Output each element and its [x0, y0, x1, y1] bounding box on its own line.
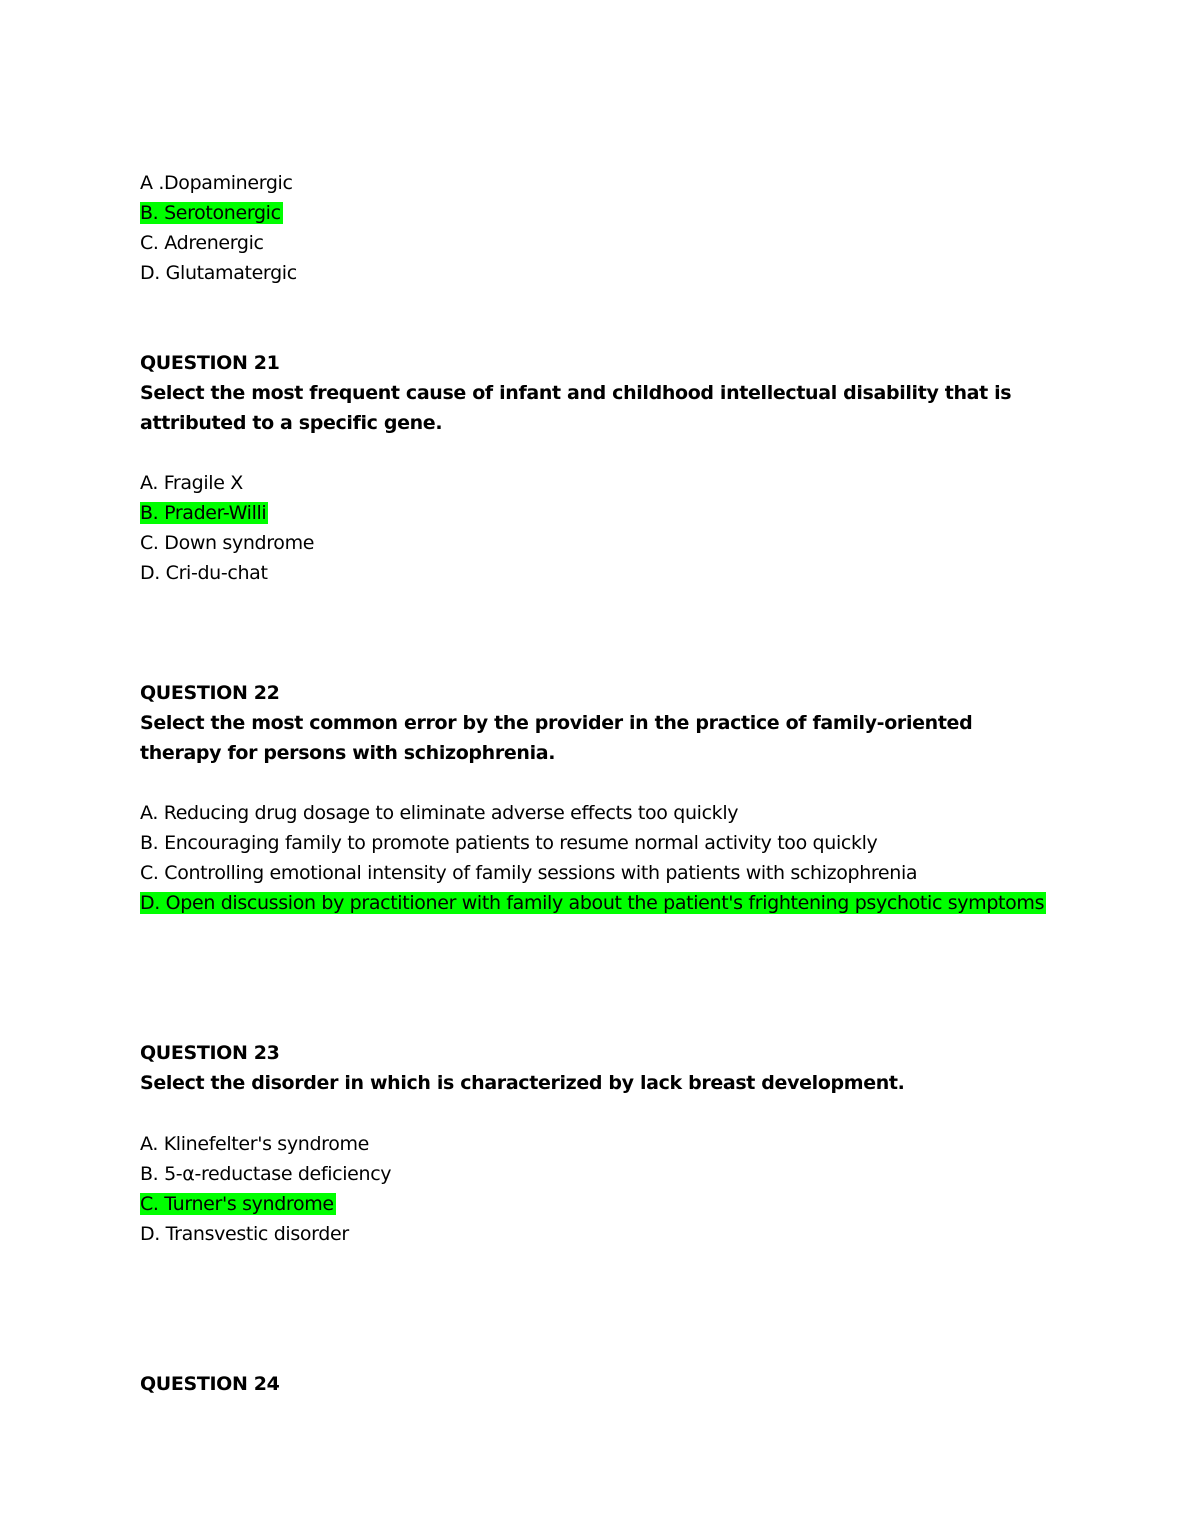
q21-prompt: Select the most frequent cause of infant and childhood intellectual disability that is attributed to a specific gene. — [140, 382, 1012, 434]
highlighted-answer: D. Open discussion by practitioner with family about the patient's frightening psychotic symptoms — [140, 892, 1045, 914]
q21-option-d: D. Cri-du-chat — [140, 562, 268, 584]
q24-title: QUESTION 24 — [140, 1373, 280, 1395]
q23-prompt: Select the disorder in which is characterized by lack breast development. — [140, 1072, 905, 1094]
q20-option-d: D. Glutamatergic — [140, 262, 297, 284]
q23-option-b: B. 5-α-reductase deficiency — [140, 1163, 392, 1185]
q21-title: QUESTION 21 — [140, 352, 280, 374]
q22-option-b: B. Encouraging family to promote patients to resume normal activity too quickly — [140, 832, 878, 854]
highlighted-answer: B. Serotonergic — [140, 202, 281, 224]
q22-prompt: Select the most common error by the provider in the practice of family-oriented therapy for persons with schizophrenia. — [140, 712, 973, 764]
q23-option-a: A. Klinefelter's syndrome — [140, 1133, 369, 1155]
q21-option-a: A. Fragile X — [140, 472, 243, 494]
q21-option-c: C. Down syndrome — [140, 532, 315, 554]
q20-option-c: C. Adrenergic — [140, 232, 264, 254]
q22-option-a: A. Reducing drug dosage to eliminate adverse effects too quickly — [140, 802, 739, 824]
q22-option-d — [140, 888, 1046, 918]
q23-option-c — [140, 1189, 336, 1219]
q21-option-b — [140, 498, 268, 528]
q22-title: QUESTION 22 — [140, 682, 280, 704]
q22-option-c: C. Controlling emotional intensity of family sessions with patients with schizophrenia — [140, 862, 918, 884]
highlighted-answer: C. Turner's syndrome — [140, 1193, 334, 1215]
q23-title: QUESTION 23 — [140, 1042, 280, 1064]
highlighted-answer: B. Prader-Willi — [140, 502, 267, 524]
q23-option-d: D. Transvestic disorder — [140, 1223, 349, 1245]
q20-option-a: A .Dopaminergic — [140, 172, 293, 194]
q20-option-b — [140, 198, 283, 228]
